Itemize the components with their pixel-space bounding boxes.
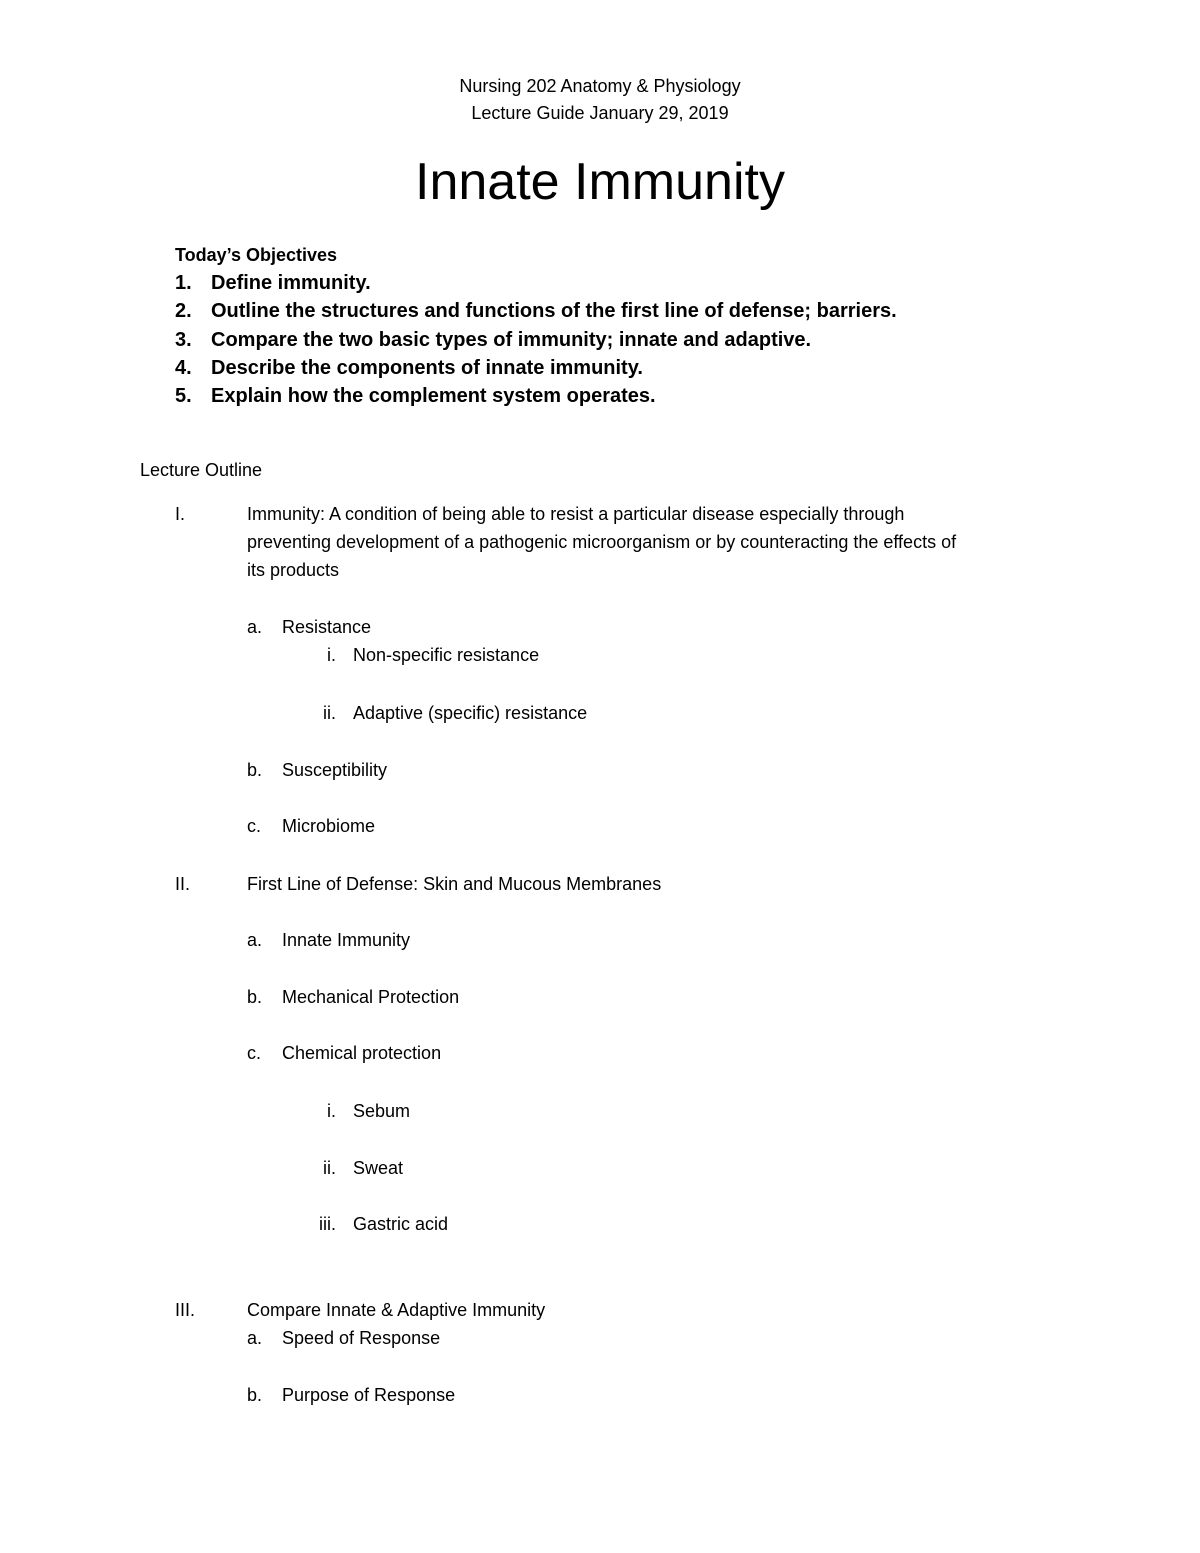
subitem-numeral: ii. [323,1158,336,1178]
item-letter: b. [247,987,263,1007]
item-text: Microbiome [282,816,376,836]
subitem-text: Sweat [353,1158,404,1178]
objective-number: 5. [175,385,192,407]
objective-number: 4. [175,357,192,379]
item-text: Susceptibility [282,760,388,780]
objective-number: 1. [175,272,192,294]
item-text: Mechanical Protection [282,987,460,1007]
objectives-heading: Today’s Objectives [175,245,338,265]
objective-text: Define immunity. [211,272,371,294]
section-text-line: its products [247,560,340,580]
objective-number: 2. [175,300,192,322]
item-letter: a. [247,617,263,637]
subitem-text: Non-specific resistance [353,645,540,665]
item-letter: a. [247,1328,263,1348]
item-text: Chemical protection [282,1043,442,1063]
section-numeral: III. [175,1300,196,1320]
item-text: Resistance [282,617,372,637]
objective-text: Explain how the complement system operates. [211,385,656,407]
item-text: Innate Immunity [282,930,411,950]
subitem-numeral: ii. [323,703,336,723]
objective-text: Describe the components of innate immunity. [211,357,643,379]
item-text: Purpose of Response [282,1385,456,1405]
subitem-text: Adaptive (specific) resistance [353,703,588,723]
section-text-line: First Line of Defense: Skin and Mucous Membranes [247,874,662,894]
objective-text: Outline the structures and functions of the first line of defense; barriers. [211,300,897,322]
section-text-line: preventing development of a pathogenic microorganism or by counteracting the effects of [247,532,957,552]
outline-heading: Lecture Outline [140,460,263,480]
page-title: Innate Immunity [415,153,785,211]
section-numeral: II. [175,874,191,894]
item-text: Speed of Response [282,1328,441,1348]
section-text-line: Immunity: A condition of being able to resist a particular disease especially through [247,504,905,524]
item-letter: b. [247,760,263,780]
item-letter: b. [247,1385,263,1405]
subitem-numeral: i. [327,1101,336,1121]
item-letter: a. [247,930,263,950]
objective-number: 3. [175,329,192,351]
lecture-date-header: Lecture Guide January 29, 2019 [471,103,729,123]
course-header: Nursing 202 Anatomy & Physiology [459,76,741,96]
objective-text: Compare the two basic types of immunity; innate and adaptive. [211,329,812,351]
section-numeral: I. [175,504,186,524]
item-letter: c. [247,816,262,836]
item-letter: c. [247,1043,262,1063]
subitem-numeral: iii. [319,1214,336,1234]
section-text-line: Compare Innate & Adaptive Immunity [247,1300,546,1320]
subitem-text: Gastric acid [353,1214,449,1234]
subitem-text: Sebum [353,1101,411,1121]
subitem-numeral: i. [327,645,336,665]
